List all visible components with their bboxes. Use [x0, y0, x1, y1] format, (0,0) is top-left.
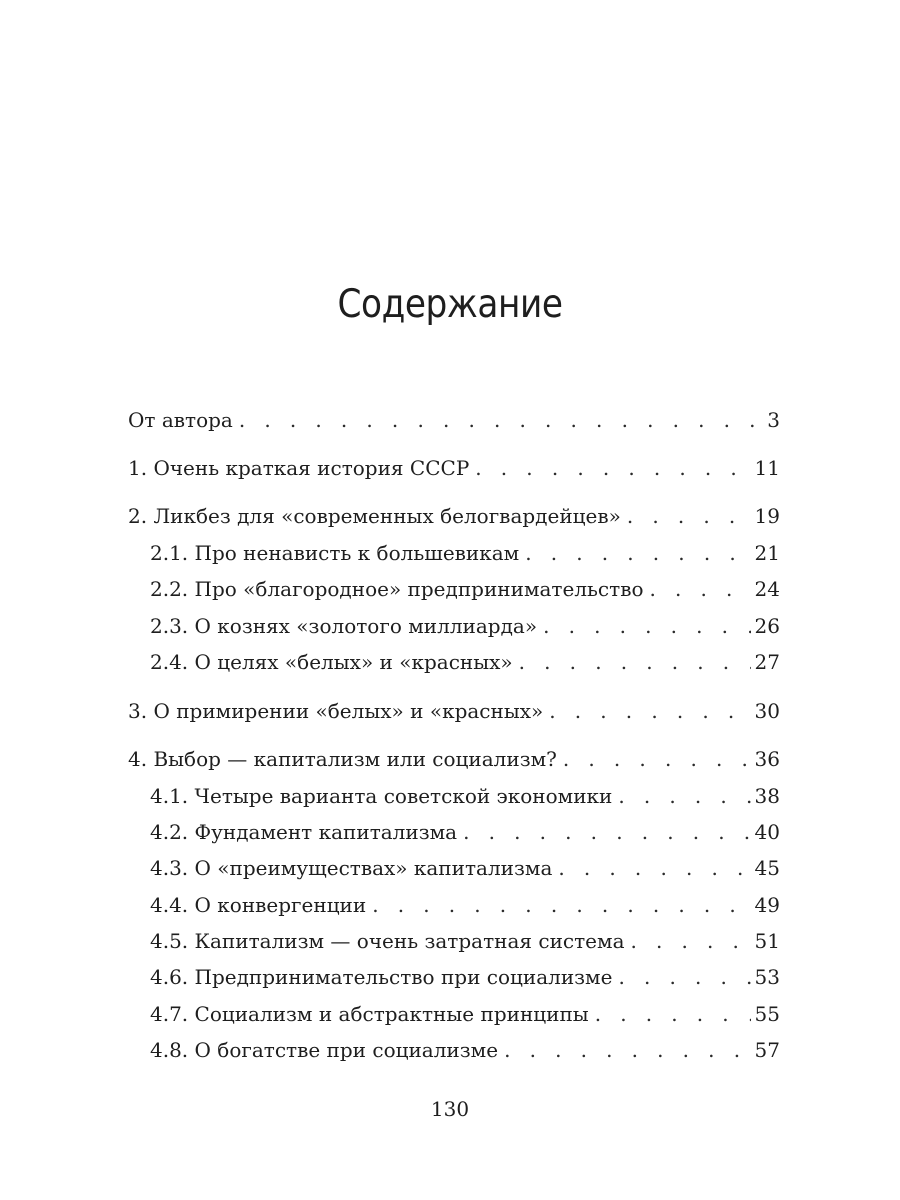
toc-entry-page: 21 — [754, 541, 780, 565]
toc-entry-section-4-6 — [150, 962, 780, 992]
toc-entry-label: 2.2. Про «благородное» предпринимательство — [150, 577, 644, 601]
toc-entry-label: 4.4. О конвергенции — [150, 893, 367, 917]
toc-entry-section-4-5 — [150, 926, 780, 956]
dot-leader — [595, 999, 751, 1029]
toc-entry-label: 2.3. О кознях «золотого миллиарда» — [150, 614, 538, 638]
toc-entry-page: 53 — [754, 965, 780, 989]
toc-entry-page: 30 — [754, 699, 780, 723]
toc-entry-section-2-2 — [150, 574, 780, 604]
page-number: 130 — [430, 1097, 470, 1121]
dot-leader — [525, 538, 750, 568]
toc-entry-page: 51 — [754, 929, 780, 953]
toc-entry-page: 27 — [754, 650, 780, 674]
toc-entry-chapter-4 — [128, 744, 780, 774]
dot-leader — [519, 647, 751, 677]
dot-leader — [631, 926, 751, 956]
toc-entry-page: 55 — [754, 1002, 780, 1026]
toc-entry-label: От автора — [128, 408, 233, 432]
toc-entry-page: 40 — [754, 820, 780, 844]
toc-entry-label: 2. Ликбез для «современных белогвардейцев» — [128, 504, 621, 528]
toc-entry-label: 4.2. Фундамент капитализма — [150, 820, 458, 844]
toc-entry-label: 4.5. Капитализм — очень затратная система — [150, 929, 625, 953]
toc-entry-label: 4.3. О «преимуществах» капитализма — [150, 856, 553, 880]
toc-entry-chapter-3 — [128, 696, 780, 726]
dot-leader — [372, 890, 750, 920]
toc-entry-page: 26 — [754, 614, 780, 638]
toc-entry-label: 1. Очень краткая история СССР — [128, 456, 470, 480]
toc-entry-chapter-1 — [128, 453, 780, 483]
toc-entry-label: 4.6. Предпринимательство при социализме — [150, 965, 613, 989]
toc-entry-section-4-7 — [150, 999, 780, 1029]
toc-entry-page: 11 — [754, 456, 780, 480]
toc-entry-page: 45 — [754, 856, 780, 880]
toc-entry-page: 24 — [754, 577, 780, 601]
dot-leader — [504, 1035, 750, 1065]
toc-entry-label: 4.7. Социализм и абстрактные принципы — [150, 1002, 589, 1026]
toc-entry-section-4-4 — [150, 890, 780, 920]
dot-leader — [563, 744, 751, 774]
dot-leader — [549, 696, 750, 726]
toc-entry-section-2-3 — [150, 611, 780, 641]
toc-entry-page: 38 — [754, 784, 780, 808]
toc-entry-section-4-8 — [150, 1035, 780, 1065]
dot-leader — [618, 962, 750, 992]
toc-entry-section-2-4 — [150, 647, 780, 677]
dot-leader — [463, 817, 750, 847]
toc-entry-page: 36 — [754, 747, 780, 771]
toc-entry-label: 4.1. Четыре варианта советской экономики — [150, 784, 613, 808]
toc-entry-page: 3 — [767, 408, 780, 432]
toc-entry-section-4-1 — [150, 781, 780, 811]
toc-entry-preface — [128, 405, 780, 435]
toc-entry-section-4-3 — [150, 853, 780, 883]
page-title: Содержание — [337, 282, 563, 327]
dot-leader — [543, 611, 750, 641]
toc-entry-page: 49 — [754, 893, 780, 917]
toc-entry-section-2-1 — [150, 538, 780, 568]
toc-entry-label: 4. Выбор — капитализм или социализм? — [128, 747, 557, 771]
dot-leader — [475, 453, 750, 483]
toc-entry-label: 2.1. Про ненависть к большевикам — [150, 541, 520, 565]
toc-entry-label: 2.4. О целях «белых» и «красных» — [150, 650, 513, 674]
toc-entry-chapter-2 — [128, 501, 780, 531]
toc-entry-label: 3. О примирении «белых» и «красных» — [128, 699, 544, 723]
dot-leader — [650, 574, 751, 604]
toc-entry-label: 4.8. О богатстве при социализме — [150, 1038, 499, 1062]
dot-leader — [627, 501, 751, 531]
dot-leader — [558, 853, 750, 883]
dot-leader — [618, 781, 750, 811]
toc-entry-page: 57 — [754, 1038, 780, 1062]
dot-leader — [239, 405, 763, 435]
toc-entry-page: 19 — [754, 504, 780, 528]
toc-entry-section-4-2 — [150, 817, 780, 847]
